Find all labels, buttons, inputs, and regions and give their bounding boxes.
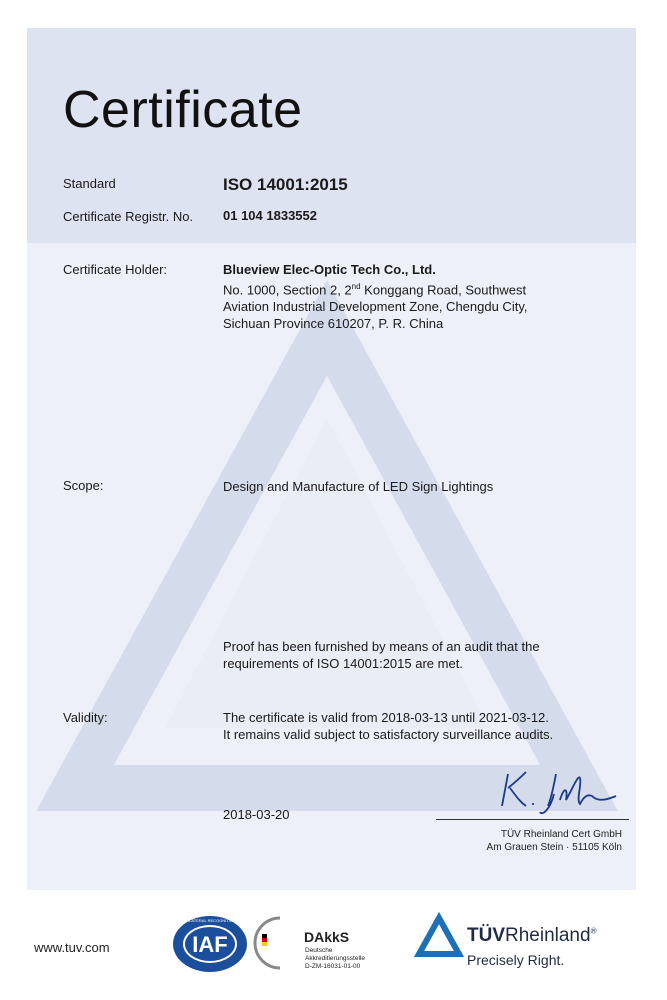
tuv-triangle-watermark bbox=[27, 28, 636, 890]
standard-value: ISO 14001:2015 bbox=[223, 175, 348, 194]
issue-date: 2018-03-20 bbox=[223, 807, 290, 822]
signature-line bbox=[436, 819, 629, 820]
holder-address-line-2: Aviation Industrial Development Zone, Chengdu City, bbox=[223, 299, 528, 315]
holder-name: Blueview Elec-Optic Tech Co., Ltd. bbox=[223, 262, 436, 277]
holder-label: Certificate Holder: bbox=[63, 262, 168, 277]
iaf-logo bbox=[152, 913, 268, 975]
tuv-slogan: Precisely Right. bbox=[467, 952, 565, 968]
validity-statement: The certificate is valid from 2018-03-13 until 2021-03-12. It remains valid subject to satisfactory surveillance audits. bbox=[223, 710, 554, 742]
iaf-ring-text: MEMBER OF MULTILATERAL RECOGNITION ARRANGEMENT bbox=[152, 918, 268, 923]
registration-label: Certificate Registr. No. bbox=[63, 209, 194, 224]
dakks-logo-icon bbox=[258, 914, 302, 972]
holder-address-line-3: Sichuan Province 610207, P. R. China bbox=[223, 316, 444, 332]
holder-details bbox=[223, 261, 527, 332]
holder-address-line-1: No. 1000, Section 2, 2nd Konggang Road, Southwest bbox=[223, 282, 527, 298]
proof-statement: Proof has been furnished by means of an audit that the requirements of ISO 14001:2015 are met. bbox=[223, 639, 540, 671]
certificate-title: Certificate bbox=[63, 81, 303, 139]
signature-image bbox=[492, 766, 632, 818]
signer-address: Am Grauen Stein · 51105 Köln bbox=[486, 842, 622, 853]
iaf-text: IAF bbox=[192, 932, 228, 957]
tuv-triangle-icon bbox=[416, 915, 462, 957]
tuv-brand: TÜVRheinland® bbox=[467, 925, 597, 946]
certificate-panel bbox=[27, 28, 636, 890]
scope-label: Scope: bbox=[63, 478, 104, 493]
website-url[interactable]: www.tuv.com bbox=[34, 940, 110, 955]
dakks-line-2: Akkreditierungsstelle bbox=[305, 955, 365, 962]
validity-label: Validity: bbox=[63, 710, 108, 725]
dakks-name: DAkkS bbox=[304, 929, 350, 945]
dakks-line-1: Deutsche bbox=[305, 947, 333, 954]
standard-label: Standard bbox=[63, 176, 116, 191]
registration-number: 01 104 1833552 bbox=[223, 208, 317, 223]
signer-organization: TÜV Rheinland Cert GmbH bbox=[500, 829, 622, 840]
dakks-line-3: D-ZM-16031-01-00 bbox=[305, 963, 361, 970]
scope-value: Design and Manufacture of LED Sign Lightings bbox=[223, 479, 494, 494]
